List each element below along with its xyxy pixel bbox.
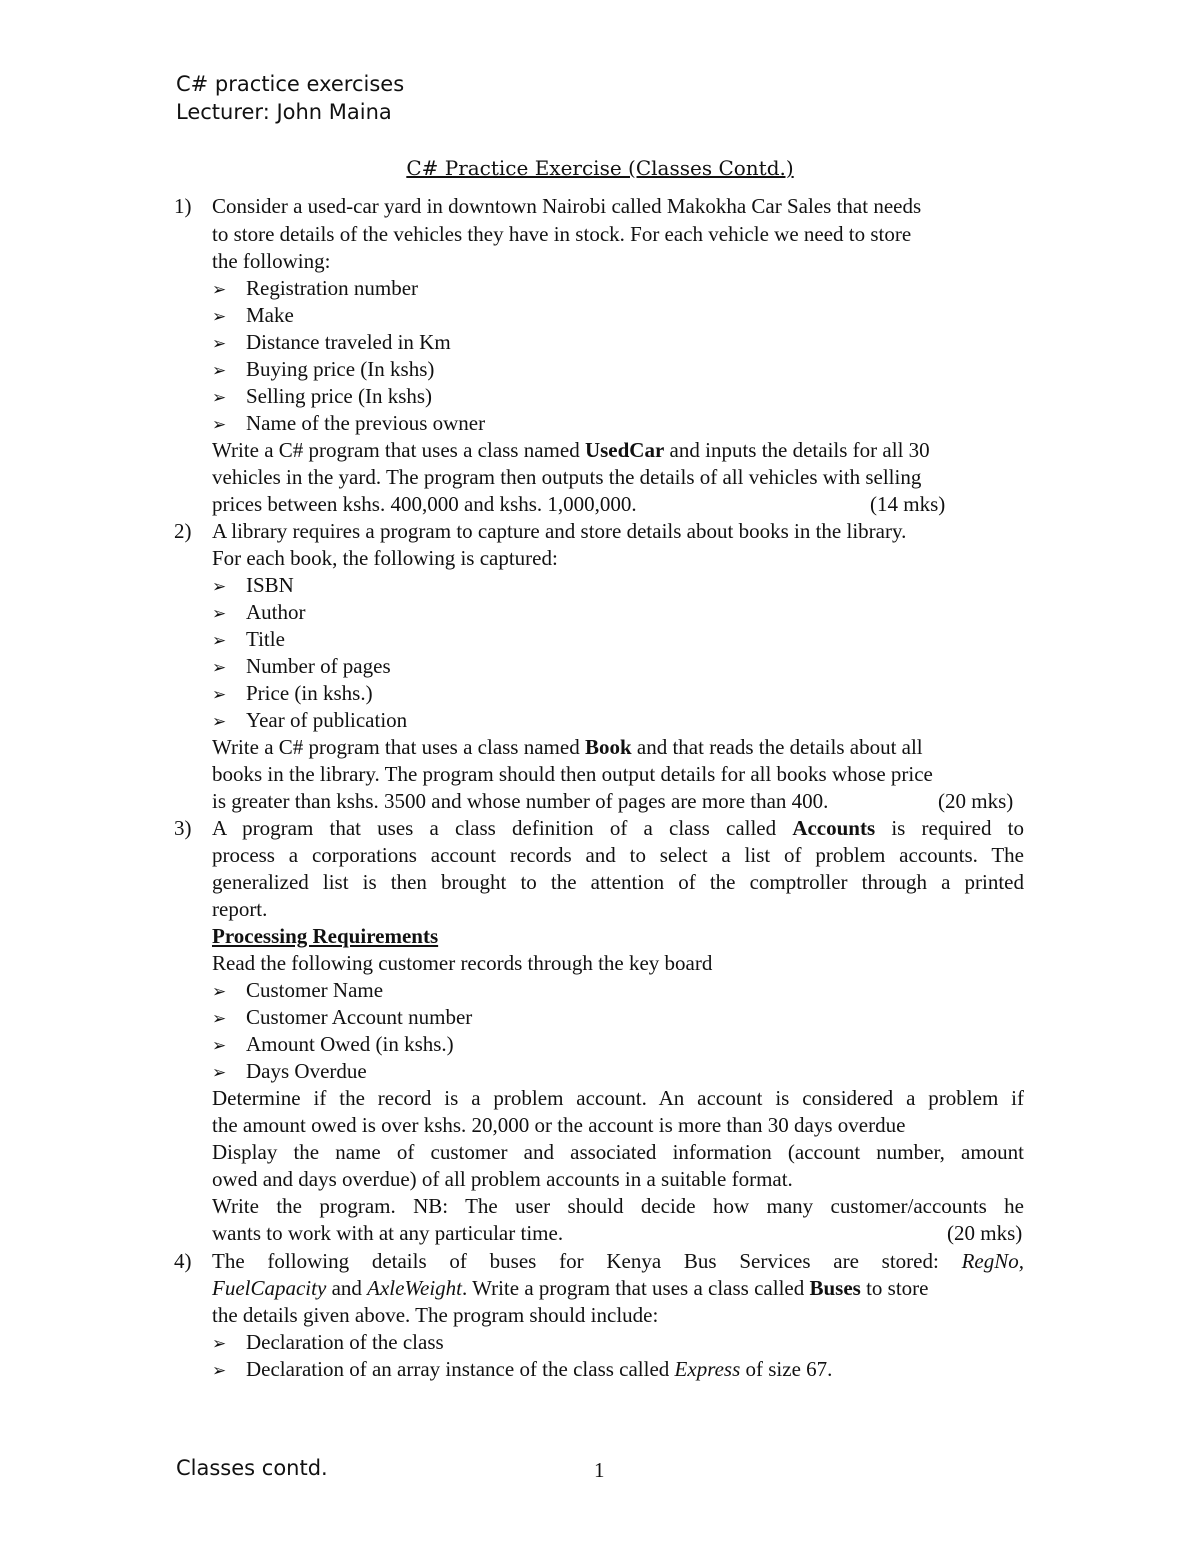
arrow-bullet-icon: ➢ [212, 577, 227, 597]
exercise-title: C# Practice Exercise (Classes Contd.) [406, 156, 794, 180]
question-2-bullet: ➢ Title [212, 626, 285, 653]
question-1-marks: (14 mks) [870, 492, 946, 516]
question-3-line: Determine if the record is a problem account. An account is considered a problem if [212, 1086, 1024, 1110]
class-name-book: Book [584, 735, 632, 759]
question-2-intro-line: A library requires a program to capture and store details about books in the library. [212, 519, 907, 543]
question-1-task-line: prices between kshs. 400,000 and kshs. 1,000,000. [212, 492, 637, 516]
question-2-bullet: ➢ ISBN [212, 572, 294, 599]
question-2-bullet: ➢ Author [212, 599, 306, 626]
question-3-line: A program that uses a class definition of a class called Accounts is required to [212, 816, 1024, 840]
arrow-bullet-icon: ➢ [212, 1361, 227, 1381]
question-3-number: 3) [174, 816, 192, 840]
processing-requirements-heading: Processing Requirements [212, 924, 439, 948]
question-4-line: FuelCapacity and AxleWeight. Write a program that uses a class called Buses to store [212, 1276, 929, 1300]
question-1-task-line: Write a C# program that uses a class named UsedCar and inputs the details for all 30 [212, 438, 930, 462]
question-3-line: Write the program. NB: The user should decide how many customer/accounts he [212, 1194, 1024, 1218]
lecturer-name: Lecturer: John Maina [176, 100, 392, 124]
question-3-line: generalized list is then brought to the attention of the comptroller through a printed [212, 870, 1024, 894]
question-2-task-line: Write a C# program that uses a class named Book and that reads the details about all [212, 735, 923, 759]
question-3-line: owed and days overdue) of all problem accounts in a suitable format. [212, 1167, 793, 1191]
field-fuelcapacity: FuelCapacity [212, 1276, 327, 1300]
question-2-bullet: ➢ Year of publication [212, 707, 407, 734]
arrow-bullet-icon: ➢ [212, 1036, 227, 1056]
question-3-line: Display the name of customer and associated information (account number, amount [212, 1140, 1024, 1164]
question-3-line: report. [212, 897, 268, 921]
question-3-bullet: ➢ Days Overdue [212, 1058, 367, 1085]
class-name-accounts: Accounts [792, 816, 876, 840]
page-number: 1 [594, 1458, 605, 1482]
arrow-bullet-icon: ➢ [212, 1063, 227, 1083]
arrow-bullet-icon: ➢ [212, 415, 227, 435]
question-1-bullet: ➢ Registration number [212, 275, 418, 302]
field-regno: RegNo, [961, 1249, 1024, 1273]
arrow-bullet-icon: ➢ [212, 631, 227, 651]
question-2-marks: (20 mks) [938, 789, 1014, 813]
question-1-bullet: ➢ Buying price (In kshs) [212, 356, 434, 383]
course-title: C# practice exercises [176, 72, 405, 96]
question-1-intro-line: the following: [212, 249, 331, 273]
arrow-bullet-icon: ➢ [212, 685, 227, 705]
question-1-bullet: ➢ Name of the previous owner [212, 410, 485, 437]
question-2-intro-line: For each book, the following is captured: [212, 546, 558, 570]
question-4-line: the details given above. The program should include: [212, 1303, 659, 1327]
arrow-bullet-icon: ➢ [212, 658, 227, 678]
document-header [176, 70, 404, 126]
question-1-number: 1) [174, 194, 192, 218]
arrow-bullet-icon: ➢ [212, 280, 227, 300]
question-3-bullet: ➢ Customer Account number [212, 1004, 472, 1031]
arrow-bullet-icon: ➢ [212, 307, 227, 327]
question-3-line: wants to work with at any particular time. [212, 1221, 564, 1245]
question-1-intro-line: Consider a used-car yard in downtown Nairobi called Makokha Car Sales that needs [212, 194, 922, 218]
field-axleweight: AxleWeight [367, 1276, 462, 1300]
question-1-bullet: ➢ Distance traveled in Km [212, 329, 451, 356]
footer-label: Classes contd. [176, 1456, 328, 1480]
arrow-bullet-icon: ➢ [212, 604, 227, 624]
question-2-bullet: ➢ Price (in kshs.) [212, 680, 373, 707]
question-4-line: The following details of buses for Kenya Bus Services are stored: RegNo, [212, 1249, 1024, 1273]
arrow-bullet-icon: ➢ [212, 712, 227, 732]
question-3-line: process a corporations account records and to select a list of problem accounts. The [212, 843, 1024, 867]
question-3-marks: (20 mks) [947, 1221, 1023, 1245]
question-2-number: 2) [174, 519, 192, 543]
question-1-bullet: ➢ Selling price (In kshs) [212, 383, 432, 410]
arrow-bullet-icon: ➢ [212, 1009, 227, 1029]
question-3-bullet: ➢ Customer Name [212, 977, 383, 1004]
arrow-bullet-icon: ➢ [212, 1334, 227, 1354]
question-4-bullet: ➢ Declaration of an array instance of the class called Express of size 67. [212, 1356, 832, 1383]
question-3-line: Read the following customer records through the key board [212, 951, 713, 975]
arrow-bullet-icon: ➢ [212, 334, 227, 354]
question-4-bullet: ➢ Declaration of the class [212, 1329, 444, 1356]
question-3-line: the amount owed is over kshs. 20,000 or the account is more than 30 days overdue [212, 1113, 906, 1137]
question-4-number: 4) [174, 1249, 192, 1273]
question-1-intro-line: to store details of the vehicles they have in stock. For each vehicle we need to store [212, 222, 912, 246]
question-2-bullet: ➢ Number of pages [212, 653, 391, 680]
class-name-buses: Buses [809, 1276, 861, 1300]
question-1-task-line: vehicles in the yard. The program then outputs the details of all vehicles with selling [212, 465, 922, 489]
question-2-task-line: books in the library. The program should then output details for all books whose price [212, 762, 933, 786]
question-1-bullet: ➢ Make [212, 302, 294, 329]
question-2-task-line: is greater than kshs. 3500 and whose number of pages are more than 400. [212, 789, 829, 813]
arrow-bullet-icon: ➢ [212, 982, 227, 1002]
question-3-bullet: ➢ Amount Owed (in kshs.) [212, 1031, 454, 1058]
arrow-bullet-icon: ➢ [212, 388, 227, 408]
arrow-bullet-icon: ➢ [212, 361, 227, 381]
class-name-usedcar: UsedCar [584, 438, 665, 462]
